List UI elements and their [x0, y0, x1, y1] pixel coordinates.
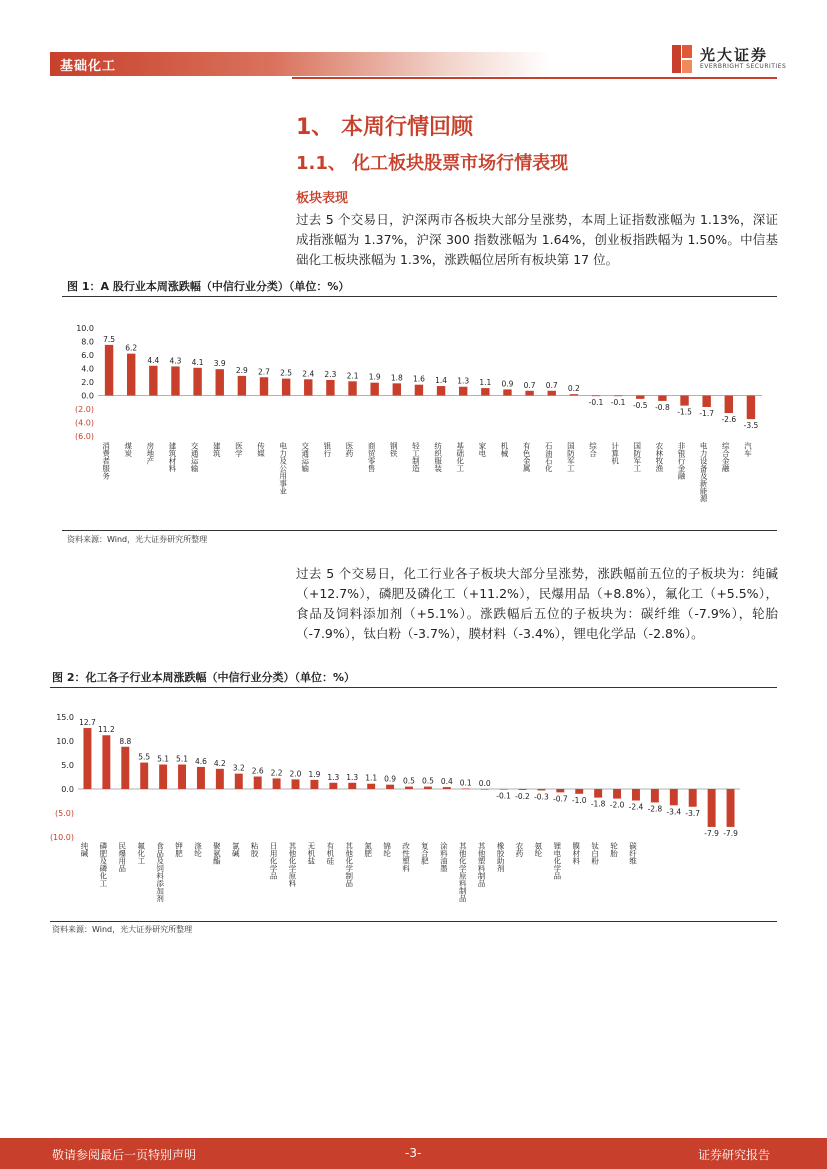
y-tick-label: 15.0: [56, 713, 74, 722]
bar: [83, 728, 91, 789]
category-label: 其他化学制品: [344, 842, 354, 887]
data-label: 1.6: [412, 374, 425, 384]
category-label: 银行: [322, 442, 332, 457]
data-label: 2.7: [258, 367, 270, 377]
bar: [481, 388, 489, 395]
bar: [570, 394, 578, 395]
y-tick-label: (4.0): [75, 418, 94, 428]
footer-disclaimer: 敬请参阅最后一页特别声明: [52, 1148, 197, 1162]
bar: [159, 765, 167, 789]
data-label: -0.1: [496, 791, 511, 801]
bar: [326, 380, 334, 396]
y-tick-label: (6.0): [75, 432, 94, 441]
category-label: 无机盐: [306, 842, 316, 865]
brand-logo-icon: [672, 45, 692, 73]
bar: [254, 777, 262, 789]
data-label: 0.1: [459, 778, 472, 788]
category-label: 纺织服装: [433, 442, 443, 472]
data-label: 1.3: [346, 772, 359, 782]
data-label: 0.9: [501, 379, 514, 389]
figure-1-top-rule: [62, 296, 777, 297]
bar: [370, 383, 378, 396]
bar: [105, 345, 113, 396]
brand-name: 光大证券: [700, 46, 769, 64]
category-label: 氨纶: [533, 842, 543, 857]
category-label: 磷肥及磷化工: [98, 842, 108, 887]
figure-1-bottom-rule: [62, 530, 777, 531]
bar: [614, 396, 622, 397]
category-label: 电力设备及新能源: [699, 442, 709, 502]
data-label: 2.5: [280, 368, 293, 378]
bar: [310, 780, 318, 789]
bar: [658, 396, 666, 401]
bar: [348, 783, 356, 789]
figure-1-source: 资料来源：Wind，光大证券研究所整理: [67, 535, 208, 544]
section-label: 基础化工: [60, 59, 117, 74]
data-label: -7.9: [723, 828, 738, 838]
category-label: 日用化学品: [269, 842, 279, 880]
data-label: 2.9: [235, 365, 248, 375]
bar: [636, 396, 644, 399]
bar: [651, 789, 659, 802]
bar: [238, 376, 246, 396]
category-label: 聚氨酯: [212, 842, 222, 865]
data-label: 0.0: [478, 779, 491, 788]
section-heading: 1、 本周行情回顾: [296, 115, 473, 140]
data-label: -2.6: [721, 415, 737, 425]
bar: [503, 389, 511, 395]
category-label: 钾肥: [174, 842, 184, 857]
bar: [171, 366, 179, 395]
y-tick-label: 4.0: [81, 364, 94, 374]
bar: [348, 381, 356, 395]
category-label: 医药: [345, 442, 355, 457]
category-label: 氮肥: [363, 842, 373, 857]
figure-2-title: 图 2：化工各子行业本周涨跌幅（中信行业分类）（单位：%）: [52, 671, 356, 684]
bar: [462, 789, 470, 790]
bar: [178, 765, 186, 789]
bar: [632, 789, 640, 801]
data-label: -1.0: [571, 795, 587, 805]
data-label: 4.3: [169, 356, 182, 366]
bar: [500, 789, 508, 790]
category-label: 机械: [499, 442, 509, 457]
data-label: 1.4: [435, 376, 448, 386]
paragraph-subsector-overview: 过去 5 个交易日，化工行业各子板块大部分呈涨势，涨跌幅前五位的子板块为：纯碱（+12.7%），磷肥及磷化工（+11.2%），民爆用品（+8.8%），氟化工（+5.5%），食品及饲料添加剂（+5.1%）。涨跌幅后五位的子板块为：碳纤维（-7.9%），轮胎（-7.9%），钛白粉（-3.7%），膜材料（-3.4%），锂电化学品（-2.8%）。: [296, 566, 778, 641]
category-label: 橡胶助剂: [496, 842, 506, 872]
bar: [680, 396, 688, 406]
figure-2-source: 资料来源：Wind，光大证券研究所整理: [52, 925, 193, 934]
data-label: 1.8: [390, 373, 403, 383]
y-tick-label: (2.0): [75, 405, 94, 414]
category-label: 非银行金融: [677, 442, 687, 480]
category-label: 其他化学原料: [288, 842, 298, 887]
bar: [459, 387, 467, 396]
data-label: 7.5: [103, 334, 116, 344]
y-tick-label: (10.0): [50, 833, 74, 842]
data-label: 3.2: [232, 763, 245, 773]
category-label: 消费者服务: [101, 442, 111, 480]
header-divider: [292, 77, 777, 79]
data-label: -3.5: [743, 421, 759, 431]
category-label: 复合肥: [420, 842, 430, 865]
data-label: 3.9: [213, 359, 226, 369]
y-tick-label: (5.0): [55, 809, 74, 818]
category-label: 纯碱: [79, 842, 89, 857]
bar: [149, 366, 157, 396]
data-label: 0.2: [567, 384, 580, 394]
data-label: 1.9: [308, 769, 321, 779]
y-tick-label: 8.0: [81, 337, 94, 347]
page-number: -3-: [405, 1146, 422, 1160]
category-label: 改性塑料: [401, 842, 411, 872]
category-label: 食品及饲料添加剂: [155, 842, 165, 902]
category-label: 农林牧渔: [654, 442, 664, 472]
category-label: 其他化学原料制品: [458, 842, 468, 902]
data-label: 5.1: [176, 754, 188, 764]
data-label: 6.2: [125, 343, 138, 353]
category-label: 轮胎: [609, 842, 619, 857]
figure-1-chart: [62, 300, 777, 530]
figure-2-top-rule: [50, 687, 777, 688]
category-label: 计算机: [610, 442, 620, 465]
bar: [329, 783, 337, 789]
bar: [443, 787, 451, 789]
category-label: 汽车: [743, 442, 753, 457]
bar: [556, 789, 564, 792]
category-label: 有色金属: [522, 442, 532, 472]
category-label: 钢铁: [389, 442, 399, 457]
category-label: 国防军工: [632, 442, 642, 472]
category-label: 碳纤维: [628, 842, 638, 865]
data-label: -7.9: [704, 828, 719, 838]
bar: [702, 396, 710, 407]
data-label: 12.7: [79, 718, 96, 728]
data-label: 1.3: [327, 772, 340, 782]
bar: [424, 787, 432, 789]
bar: [575, 789, 583, 794]
data-label: -0.8: [655, 402, 670, 412]
category-label: 综合金融: [721, 442, 731, 472]
bar: [592, 396, 600, 397]
data-label: -0.1: [610, 398, 626, 408]
data-label: 8.8: [119, 736, 132, 746]
data-label: -0.2: [515, 791, 530, 801]
category-label: 传媒: [256, 442, 266, 457]
data-label: 2.3: [324, 369, 337, 379]
bar: [367, 784, 375, 789]
brand-logo: [672, 43, 792, 75]
category-label: 轻工制造: [411, 442, 421, 472]
data-label: -1.7: [699, 408, 714, 418]
topic-heading: 板块表现: [296, 191, 349, 206]
category-label: 其他塑料制品: [477, 842, 487, 887]
category-label: 医学: [234, 442, 244, 457]
category-label: 建筑: [212, 442, 222, 457]
bar: [216, 769, 224, 789]
brand-subtitle: EVERBRIGHT SECURITIES: [700, 63, 787, 70]
bar: [102, 735, 110, 789]
data-label: 0.5: [421, 776, 434, 786]
figure-1-title: 图 1：A 股行业本周涨跌幅（中信行业分类）（单位：%）: [67, 280, 350, 293]
category-label: 有机硅: [325, 842, 335, 865]
figure-2-bottom-rule: [50, 921, 777, 922]
category-label: 煤炭: [123, 442, 133, 457]
category-label: 锂电化学品: [552, 842, 562, 880]
figure-2-chart: [50, 690, 777, 920]
category-label: 涂料油墨: [439, 842, 449, 872]
data-label: 1.3: [457, 376, 470, 386]
data-label: 1.1: [479, 378, 492, 388]
category-label: 粘胶: [250, 842, 260, 857]
bar: [437, 386, 445, 395]
data-label: 2.2: [270, 768, 283, 778]
data-label: -0.7: [552, 794, 568, 804]
header-bar: [50, 52, 550, 76]
category-label: 交通运输: [190, 442, 200, 472]
bar: [197, 767, 205, 789]
category-label: 氯碱: [231, 842, 241, 857]
bar: [670, 789, 678, 805]
y-tick-label: 10.0: [56, 737, 74, 746]
bar: [415, 385, 423, 396]
bar: [127, 354, 135, 396]
data-label: 1.1: [365, 773, 378, 783]
data-label: 0.9: [384, 774, 397, 784]
category-label: 电力及公用事业: [278, 442, 288, 495]
data-label: 1.9: [368, 372, 381, 382]
report-type: 证券研究报告: [697, 1148, 770, 1162]
paragraph-market-overview: 过去 5 个交易日，沪深两市各板块大部分呈涨势，本周上证指数涨幅为 1.13%，深证成指涨幅为 1.37%，沪深 300 指数涨幅为 1.64%，创业板指跌幅为 1.50%。中信基础化工板块涨幅为 1.3%，涨跌幅位居所有板块第 17 位。: [296, 212, 778, 267]
category-label: 钛白粉: [590, 842, 600, 865]
data-label: 0.7: [523, 380, 536, 390]
data-label: 0.5: [403, 776, 415, 786]
category-label: 氟化工: [136, 842, 146, 865]
data-label: 5.5: [138, 752, 151, 762]
y-tick-label: 10.0: [76, 324, 94, 333]
data-label: 0.7: [545, 380, 558, 390]
data-label: -1.8: [590, 799, 606, 809]
data-label: -2.4: [628, 802, 644, 812]
category-label: 交通运输: [300, 442, 310, 472]
bar: [235, 774, 243, 789]
bar: [689, 789, 697, 807]
data-label: 2.0: [289, 769, 302, 779]
bar: [386, 785, 394, 789]
data-label: -0.3: [534, 792, 549, 802]
bar: [304, 379, 312, 395]
bar: [393, 383, 401, 395]
category-label: 家电: [477, 442, 487, 457]
bar: [140, 763, 148, 789]
data-label: -1.5: [677, 407, 692, 417]
bar: [216, 369, 224, 395]
data-label: -0.5: [632, 400, 648, 410]
bar: [193, 368, 201, 396]
data-label: 2.1: [346, 371, 359, 381]
category-label: 基础化工: [455, 442, 465, 472]
bar: [519, 789, 527, 790]
y-tick-label: 0.0: [61, 785, 74, 794]
data-label: -0.1: [588, 398, 604, 408]
category-label: 农药: [514, 842, 524, 857]
bar: [260, 377, 268, 395]
category-label: 国防军工: [566, 442, 576, 472]
data-label: 2.4: [302, 369, 315, 379]
data-label: 4.4: [147, 355, 160, 365]
category-label: 锦纶: [382, 842, 392, 857]
category-label: 商贸零售: [367, 442, 377, 472]
category-label: 建筑材料: [167, 442, 177, 472]
y-tick-label: 5.0: [61, 761, 74, 770]
y-tick-label: 2.0: [81, 378, 94, 387]
bar: [481, 789, 489, 790]
category-label: 房地产: [145, 442, 155, 465]
y-tick-label: 0.0: [81, 391, 94, 401]
bar: [727, 789, 735, 827]
bar: [292, 779, 300, 789]
bar: [747, 396, 755, 420]
data-label: 4.2: [213, 758, 226, 768]
category-label: 石油石化: [544, 442, 554, 472]
data-label: 2.6: [251, 766, 264, 776]
bar: [405, 787, 413, 789]
bar: [273, 778, 281, 789]
bar: [613, 789, 621, 799]
data-label: -3.7: [685, 808, 701, 818]
bar: [525, 391, 533, 396]
data-label: 5.1: [157, 754, 170, 764]
data-label: -2.0: [609, 800, 625, 810]
y-tick-label: 6.0: [81, 351, 94, 360]
data-label: -2.8: [647, 804, 663, 814]
bar: [282, 379, 290, 396]
bar: [548, 391, 556, 396]
category-label: 涤纶: [193, 842, 203, 857]
bar: [725, 396, 733, 414]
bar: [121, 747, 129, 789]
bar: [708, 789, 716, 827]
bar: [537, 789, 545, 790]
category-label: 民爆用品: [117, 842, 127, 872]
data-label: 11.2: [98, 725, 115, 735]
category-label: 综合: [588, 442, 598, 457]
bar: [594, 789, 602, 798]
data-label: 4.6: [194, 756, 207, 766]
category-label: 膜材料: [571, 842, 581, 865]
data-label: 0.4: [440, 777, 453, 787]
data-label: -3.4: [666, 807, 682, 817]
subsection-heading: 1.1、 化工板块股票市场行情表现: [296, 153, 569, 174]
data-label: 4.1: [191, 357, 204, 367]
